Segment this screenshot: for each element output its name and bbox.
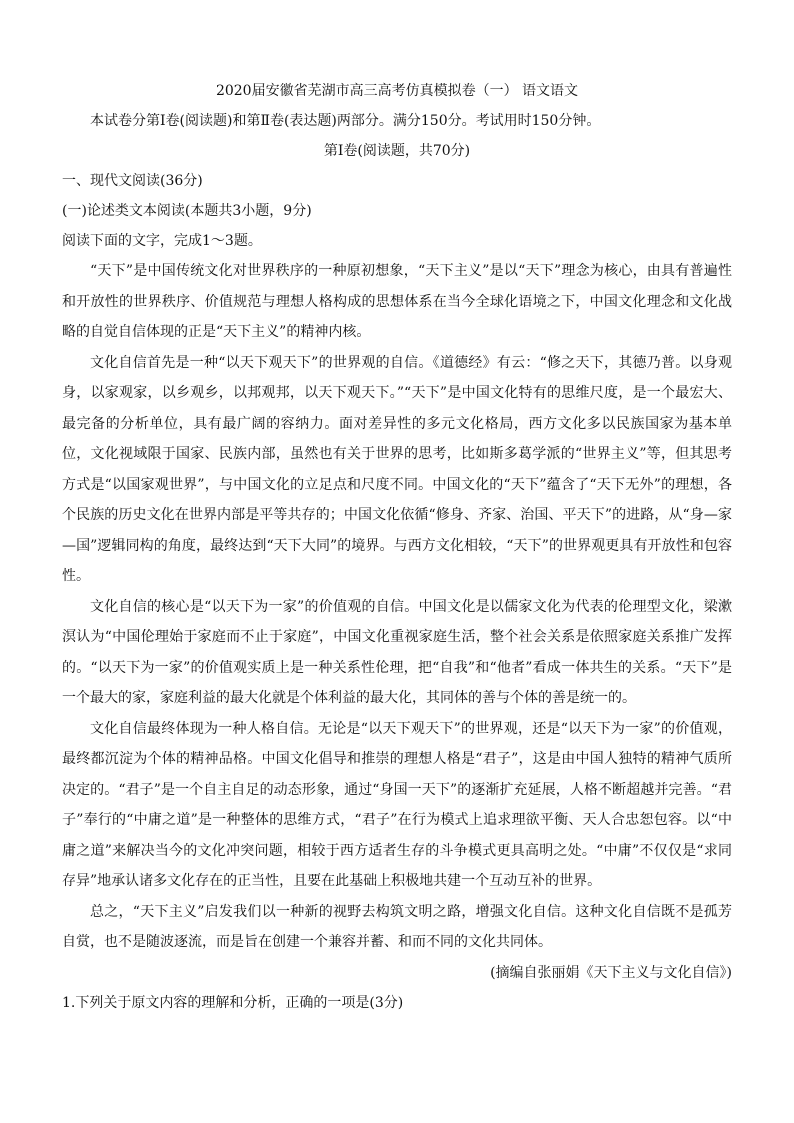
exam-title: 2020届安徽省芜湖市高三高考仿真模拟卷（一） 语文语文: [215, 83, 579, 99]
exam-intro: 本试卷分第Ⅰ卷(阅读题)和第Ⅱ卷(表达题)两部分。满分150分。考试用时150分钟。: [90, 113, 601, 129]
question-1: 1.下列关于原文内容的理解和分析，正确的一项是(3分): [62, 994, 404, 1011]
part-heading: 第Ⅰ卷(阅读题，共70分): [323, 143, 471, 159]
reading-instruction: 阅读下面的文字，完成1～3题。: [62, 233, 262, 249]
paragraph-5: 总之，“天下主义”启发我们以一种新的视野去构筑文明之路，增强文化自信。这种文化自信既不是孤芳自赏，也不是随波逐流，而是旨在创建一个兼容并蓄、和而不同的文化共同体。: [62, 903, 732, 950]
source-citation: (摘编自张丽娟《天下主义与文化自信》): [490, 964, 732, 981]
paragraph-1: “天下”是中国传统文化对世界秩序的一种原初想象，“天下主义”是以“天下”理念为核心，由具有普遍性和开放性的世界秩序、价值规范与理想人格构成的思想体系在当今全球化语境之下，中国文化理念和文化战略的自觉自信体现的正是“天下主义”的精神内核。: [62, 263, 732, 340]
exam-page: [62, 76, 732, 1018]
section-heading: 一、现代文阅读(36分): [62, 173, 203, 189]
paragraph-2: 文化自信首先是一种“以天下观天下”的世界观的自信。《道德经》有云：“修之天下，其德乃普。以身观身，以家观家，以乡观乡，以邦观邦，以天下观天下。”“天下”是中国文化特有的思维尺度，是一个最宏大、最完备的分析单位，具有最广阔的容纳力。面对差异性的多元文化格局，西方文化多以民族国家为基本单位，文化视域限于国家、民族内部，虽然也有关于世界的思考，比如斯多葛学派的“世界主义”等，但其思考方式是“以国家观世界”，与中国文化的立足点和尺度不同。中国文化的“天下”蕴含了“天下无外”的理想，各个民族的历史文化在世界内部是平等共存的；中国文化依循“修身、齐家、治国、平天下”的进路，从“身—家—国”逻辑同构的角度，最终达到“天下大同”的境界。与西方文化相较，“天下”的世界观更具有开放性和包容性。: [62, 354, 732, 584]
subsection-heading: (一)论述类文本阅读(本题共3小题，9分): [62, 203, 312, 219]
paragraph-4: 文化自信最终体现为一种人格自信。无论是“以天下观天下”的世界观，还是“以天下为一家”的价值观，最终都沉淀为个体的精神品格。中国文化倡导和推崇的理想人格是“君子”，这是由中国人独特的精神气质所决定的。“君子”是一个自主自足的动态形象，通过“身国一天下”的逐渐扩充延展，人格不断超越并完善。“君子”奉行的“中庸之道”是一种整体的思维方式，“君子”在行为模式上追求理欲平衡、天人合忠恕包容。以“中庸之道”来解决当今的文化冲突问题，相较于西方适者生存的斗争模式更具高明之处。“中庸”不仅仅是“求同存异”地承认诸多文化存在的正当性，且要在此基础上积极地共建一个互动互补的世界。: [62, 720, 732, 889]
paragraph-3: 文化自信的核心是“以天下为一家”的价值观的自信。中国文化是以儒家文化为代表的伦理型文化，梁漱溟认为“中国伦理始于家庭而不止于家庭”，中国文化重视家庭生活，整个社会关系是依照家庭关系推广发挥的。“以天下为一家”的价值观实质上是一种关系性伦理，把“自我”和“他者”看成一体共生的关系。“天下”是一个最大的家，家庭利益的最大化就是个体利益的最大化，其同体的善与个体的善是统一的。: [62, 598, 732, 706]
